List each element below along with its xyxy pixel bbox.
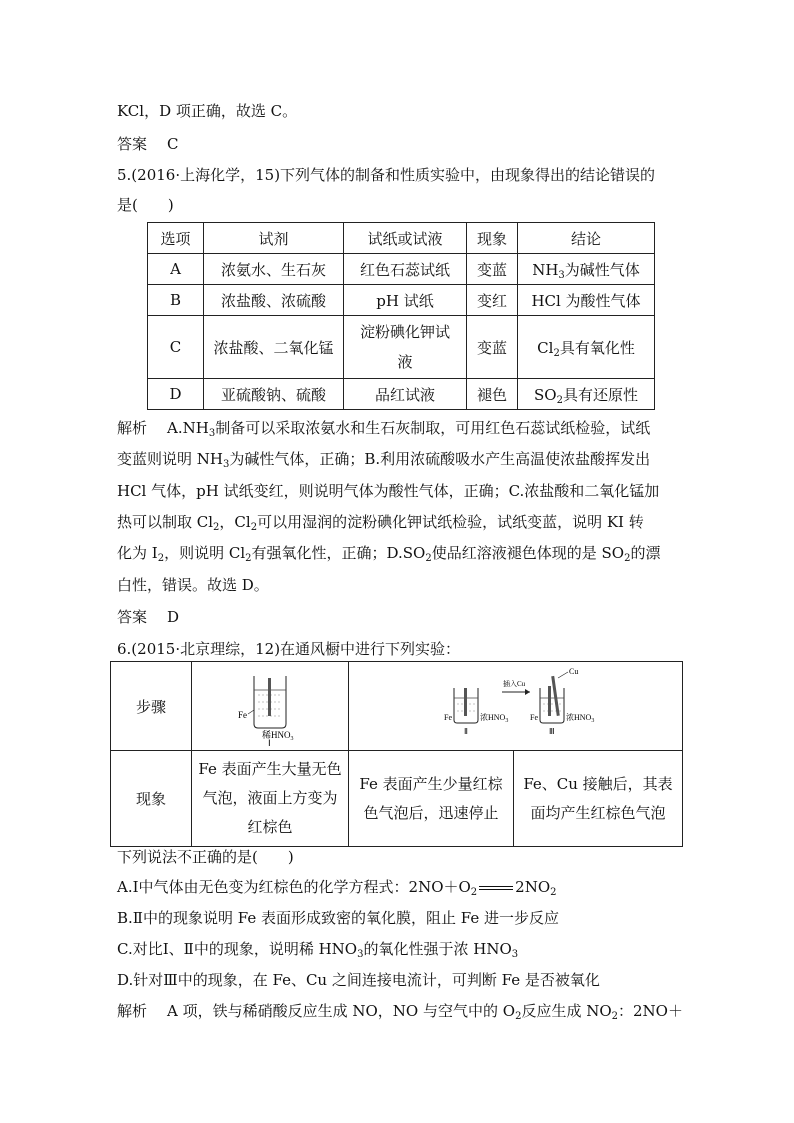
cell-reagent: 浓盐酸、二氧化锰 [204, 316, 344, 379]
q6-ask: 下列说法不正确的是( ) [117, 848, 294, 866]
option-c: C.对比Ⅰ、Ⅱ中的现象，说明稀 $HNO_3$的氧化性强于浓 $HNO_3$ [117, 940, 519, 960]
option-a: A.Ⅰ中气体由无色变为红棕色的化学方程式：$2NO+O_2$ $2NO_2$ [117, 878, 557, 898]
phenomenon-2: Fe 表面产生少量红棕 色气泡后，迅速停止 [349, 751, 514, 847]
cell-phenomenon: 变蓝 [467, 316, 518, 379]
acid-label: 稀$HNO_3$ [262, 730, 294, 742]
phenomenon-label: 现象 [111, 751, 192, 847]
q6-stem: 6.(2015·北京理综，12)在通风橱中进行下列实验： [117, 640, 461, 658]
cell-paper: 品红试液 [344, 379, 467, 410]
phenomenon-row [111, 751, 683, 847]
cell-reagent: 亚硫酸钠、硫酸 [204, 379, 344, 410]
cell-conclusion: $Cl_2$具有氧化性 [518, 316, 655, 379]
figure-number: Ⅰ [268, 738, 271, 746]
fe-label: Fe [529, 713, 538, 722]
cell-conclusion: $NH_3$为碱性气体 [518, 254, 655, 285]
cell-conclusion: $SO_2$具有还原性 [518, 379, 655, 410]
option-d: D.针对Ⅲ中的现象，在 Fe、Cu 之间连接电流计，可判断 Fe 是否被氧化 [117, 971, 600, 989]
cell-option: C [148, 316, 204, 379]
header-cell: 试纸或试液 [344, 223, 467, 254]
cell-phenomenon: 变红 [467, 285, 518, 316]
phenomenon-3: Fe、Cu 接触后，其表 面均产生红棕色气泡 [514, 751, 683, 847]
continued-text-line: KCl，D 项正确，故选 C。 [117, 102, 298, 120]
answer-key: 答案 [117, 608, 148, 626]
arrow-label: 插入Cu [502, 680, 525, 688]
cell-option: A [148, 254, 204, 285]
fe-label: Fe [443, 713, 452, 722]
q6-table [110, 661, 683, 847]
answer-value: D [167, 608, 180, 626]
step-row [111, 662, 683, 751]
answer-value: C [167, 135, 179, 153]
q6-explanation: 解析 A 项，铁与稀硝酸反应生成 NO，NO 与空气中的 $O_2$反应生成 $NO_2$：2NO＋ [117, 1002, 683, 1022]
fe-label: Fe [238, 710, 247, 720]
cell-option: B [148, 285, 204, 316]
figure-cell-1 [192, 662, 349, 751]
phenomenon-1: Fe 表面产生大量无色 气泡，液面上方变为 红棕色 [192, 751, 349, 847]
figure-number: Ⅱ [463, 727, 468, 736]
explanation-key: 解析 [117, 1002, 148, 1020]
cell-conclusion: HCl 为酸性气体 [518, 285, 655, 316]
table-row [148, 316, 655, 379]
header-cell: 结论 [518, 223, 655, 254]
cell-reagent: 浓氨水、生石灰 [204, 254, 344, 285]
q5-table [147, 222, 655, 410]
answer-key: 答案 [117, 135, 148, 153]
cell-option: D [148, 379, 204, 410]
figure-number: Ⅲ [548, 727, 555, 736]
acid-label: 浓$HNO_3$ [565, 713, 594, 724]
acid-label: 浓$HNO_3$ [479, 713, 508, 724]
explanation-key: 解析 [117, 419, 148, 437]
header-cell: 试剂 [204, 223, 344, 254]
answer-line-2 [117, 606, 179, 628]
header-cell: 现象 [467, 223, 518, 254]
equals-sign-icon [479, 886, 513, 890]
cell-phenomenon: 褪色 [467, 379, 518, 410]
cell-phenomenon: 变蓝 [467, 254, 518, 285]
header-cell: 选项 [148, 223, 204, 254]
cell-paper: 红色石蕊试纸 [344, 254, 467, 285]
step-label: 步骤 [111, 662, 192, 751]
beaker-figure-2-3 [356, 662, 676, 746]
table-row [148, 285, 655, 316]
table-row [148, 254, 655, 285]
q5-stem-line2: 是( ) [117, 196, 174, 214]
table-row [148, 379, 655, 410]
cell-reagent: 浓盐酸、浓硫酸 [204, 285, 344, 316]
q5-stem-line1: 5.(2016·上海化学，15)下列气体的制备和性质实验中，由现象得出的结论错误的 [117, 166, 656, 184]
cell-paper: 淀粉碘化钾试 液 [344, 316, 467, 379]
answer-line-1 [117, 133, 178, 155]
table-header-row [148, 223, 655, 254]
figure-cell-2 [349, 662, 683, 751]
cell-paper: pH 试纸 [344, 285, 467, 316]
option-b: B.Ⅱ中的现象说明 Fe 表面形成致密的氧化膜，阻止 Fe 进一步反应 [117, 909, 559, 927]
beaker-figure-1 [192, 662, 348, 746]
cu-label: Cu [568, 667, 578, 676]
